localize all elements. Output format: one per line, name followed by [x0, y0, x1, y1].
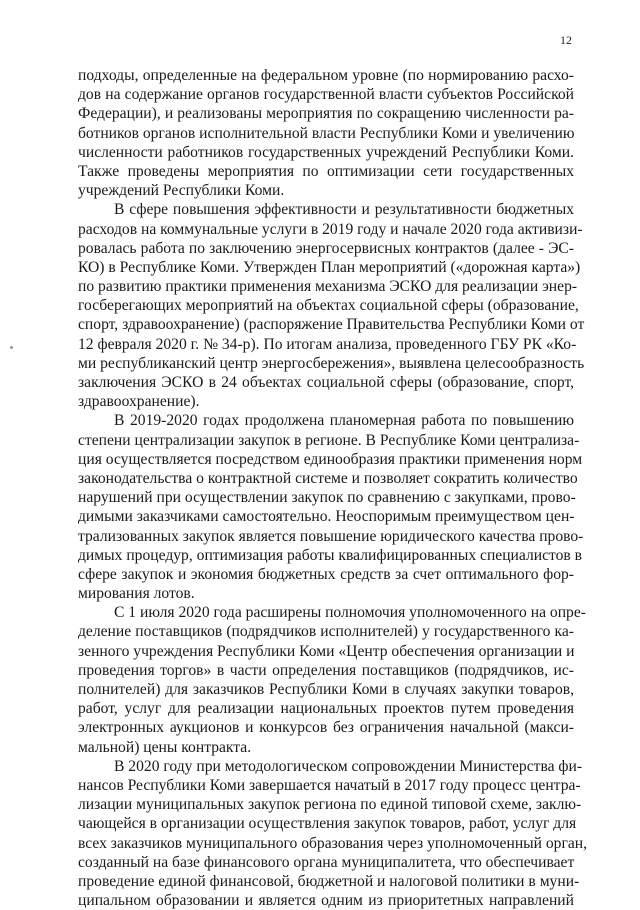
paragraph — [78, 66, 574, 200]
scan-margin-dot — [10, 346, 13, 349]
paragraph — [78, 603, 586, 757]
text-line: сфере закупок и экономия бюджетных средств за счет оптимального фор- — [78, 565, 574, 583]
text-line: мирования лотов. — [78, 585, 195, 603]
text-line: димых процедур, оптимизация работы квалифицированных специалистов в — [78, 546, 583, 564]
text-line: заключения ЭСКО в 24 объектах социальной сферы (образование, спорт, — [78, 374, 574, 391]
text-line: Федерации), и реализованы мероприятия по сокращению численности ра- — [78, 105, 574, 123]
text-line: В 2019-2020 годах продолжена планомерная работа по повышению — [114, 412, 574, 430]
text-line: чающейся в организации осуществления закупок товаров, работ, услуг для — [78, 815, 577, 833]
text-line: проведение единой финансовой, бюджетной и налоговой политики в муни- — [78, 872, 580, 890]
text-line: всех заказчиков муниципального образования через уполномоченный орган, — [78, 834, 588, 852]
text-line: законодательства о контрактной системе и позволяет сократить количество — [78, 469, 578, 487]
document-body — [78, 66, 588, 910]
text-line: Также проведены мероприятия по оптимизации сети государственных — [78, 162, 574, 180]
text-line: дов на содержание органов государственной власти субъектов Российской — [78, 86, 574, 104]
text-line: деление поставщиков (подрядчиков исполнителей) у государственного ка- — [78, 623, 574, 641]
text-line: В 2020 году при методологическом сопровождении Министерства фи- — [114, 757, 583, 775]
text-line: С 1 июля 2020 года расширены полномочия уполномоченного на опре- — [114, 604, 586, 622]
page-number: 12 — [560, 33, 572, 47]
text-line: ми республиканский центр энергосбережения», выявлена целесообразность — [78, 354, 585, 372]
text-line: КО) в Республике Коми. Утвержден План мероприятий («дорожная карта») — [78, 258, 581, 276]
text-line: мальной) цены контракта. — [78, 738, 252, 756]
text-line: ботников органов исполнительной власти Республики Коми и увеличению — [78, 124, 575, 142]
text-line: трализованных закупок является повышение юридического качества прово- — [78, 527, 584, 545]
text-line: созданный на базе финансового органа муниципалитета, что обеспечивает — [78, 853, 575, 871]
text-line: 12 февраля 2020 г. № 34-р). По итогам анализа, проведенного ГБУ РК «Ко- — [78, 335, 577, 353]
text-line: полнителей) для заказчиков Республики Коми в случаях закупки товаров, — [78, 681, 574, 698]
text-line: нансов Республики Коми завершается начатый в 2017 году процесс центра- — [78, 776, 581, 794]
text-line: подходы, определенные на федеральном уровне (по нормированию расхо- — [78, 67, 574, 84]
text-line: проведения торгов» в части определения поставщиков (подрядчиков, ис- — [78, 661, 574, 679]
text-line: ция осуществляется посредством единообразия практики применения норм — [78, 450, 583, 468]
text-line: В сфере повышения эффективности и результативности бюджетных — [114, 201, 574, 219]
text-line: лизации муниципальных закупок региона по единой типовой схеме, заклю- — [78, 796, 582, 814]
text-line: работ, услуг для реализации национальных проектов путем проведения — [78, 700, 574, 718]
paragraph — [78, 757, 588, 910]
paragraph — [78, 411, 584, 603]
paragraph — [78, 200, 585, 411]
text-line: степени централизации закупок в регионе. В Республике Коми централиза- — [78, 431, 580, 449]
text-line: ципальном образовании и является одним из приоритетных направлений — [78, 892, 574, 910]
text-line: зенного учреждения Республики Коми «Центр обеспечения организации и — [78, 642, 575, 660]
text-line: спорт, здравоохранение) (распоряжение Правительства Республики Коми от — [78, 316, 585, 334]
text-line: ровалась работа по заключению энергосервисных контрактов (далее - ЭС- — [78, 239, 574, 257]
text-line: димыми заказчиками самостоятельно. Неоспоримым преимуществом цен- — [78, 508, 575, 526]
text-line: здравоохранение). — [78, 393, 200, 411]
text-line: электронных аукционов и конкурсов без ограничения начальной (макси- — [78, 719, 574, 737]
text-line: госберегающих мероприятий на объектах социальной сферы (образование, — [78, 297, 579, 315]
text-line: по развитию практики применения механизма ЭСКО для реализации энер- — [78, 278, 578, 296]
text-line: численности работников государственных учреждений Республики Коми. — [78, 143, 574, 161]
text-line: учреждений Республики Коми. — [78, 182, 285, 200]
text-line: расходов на коммунальные услуги в 2019 году и начале 2020 года активизи- — [78, 220, 583, 238]
text-line: нарушений при осуществлении закупок по сравнению с закупками, прово- — [78, 489, 576, 507]
